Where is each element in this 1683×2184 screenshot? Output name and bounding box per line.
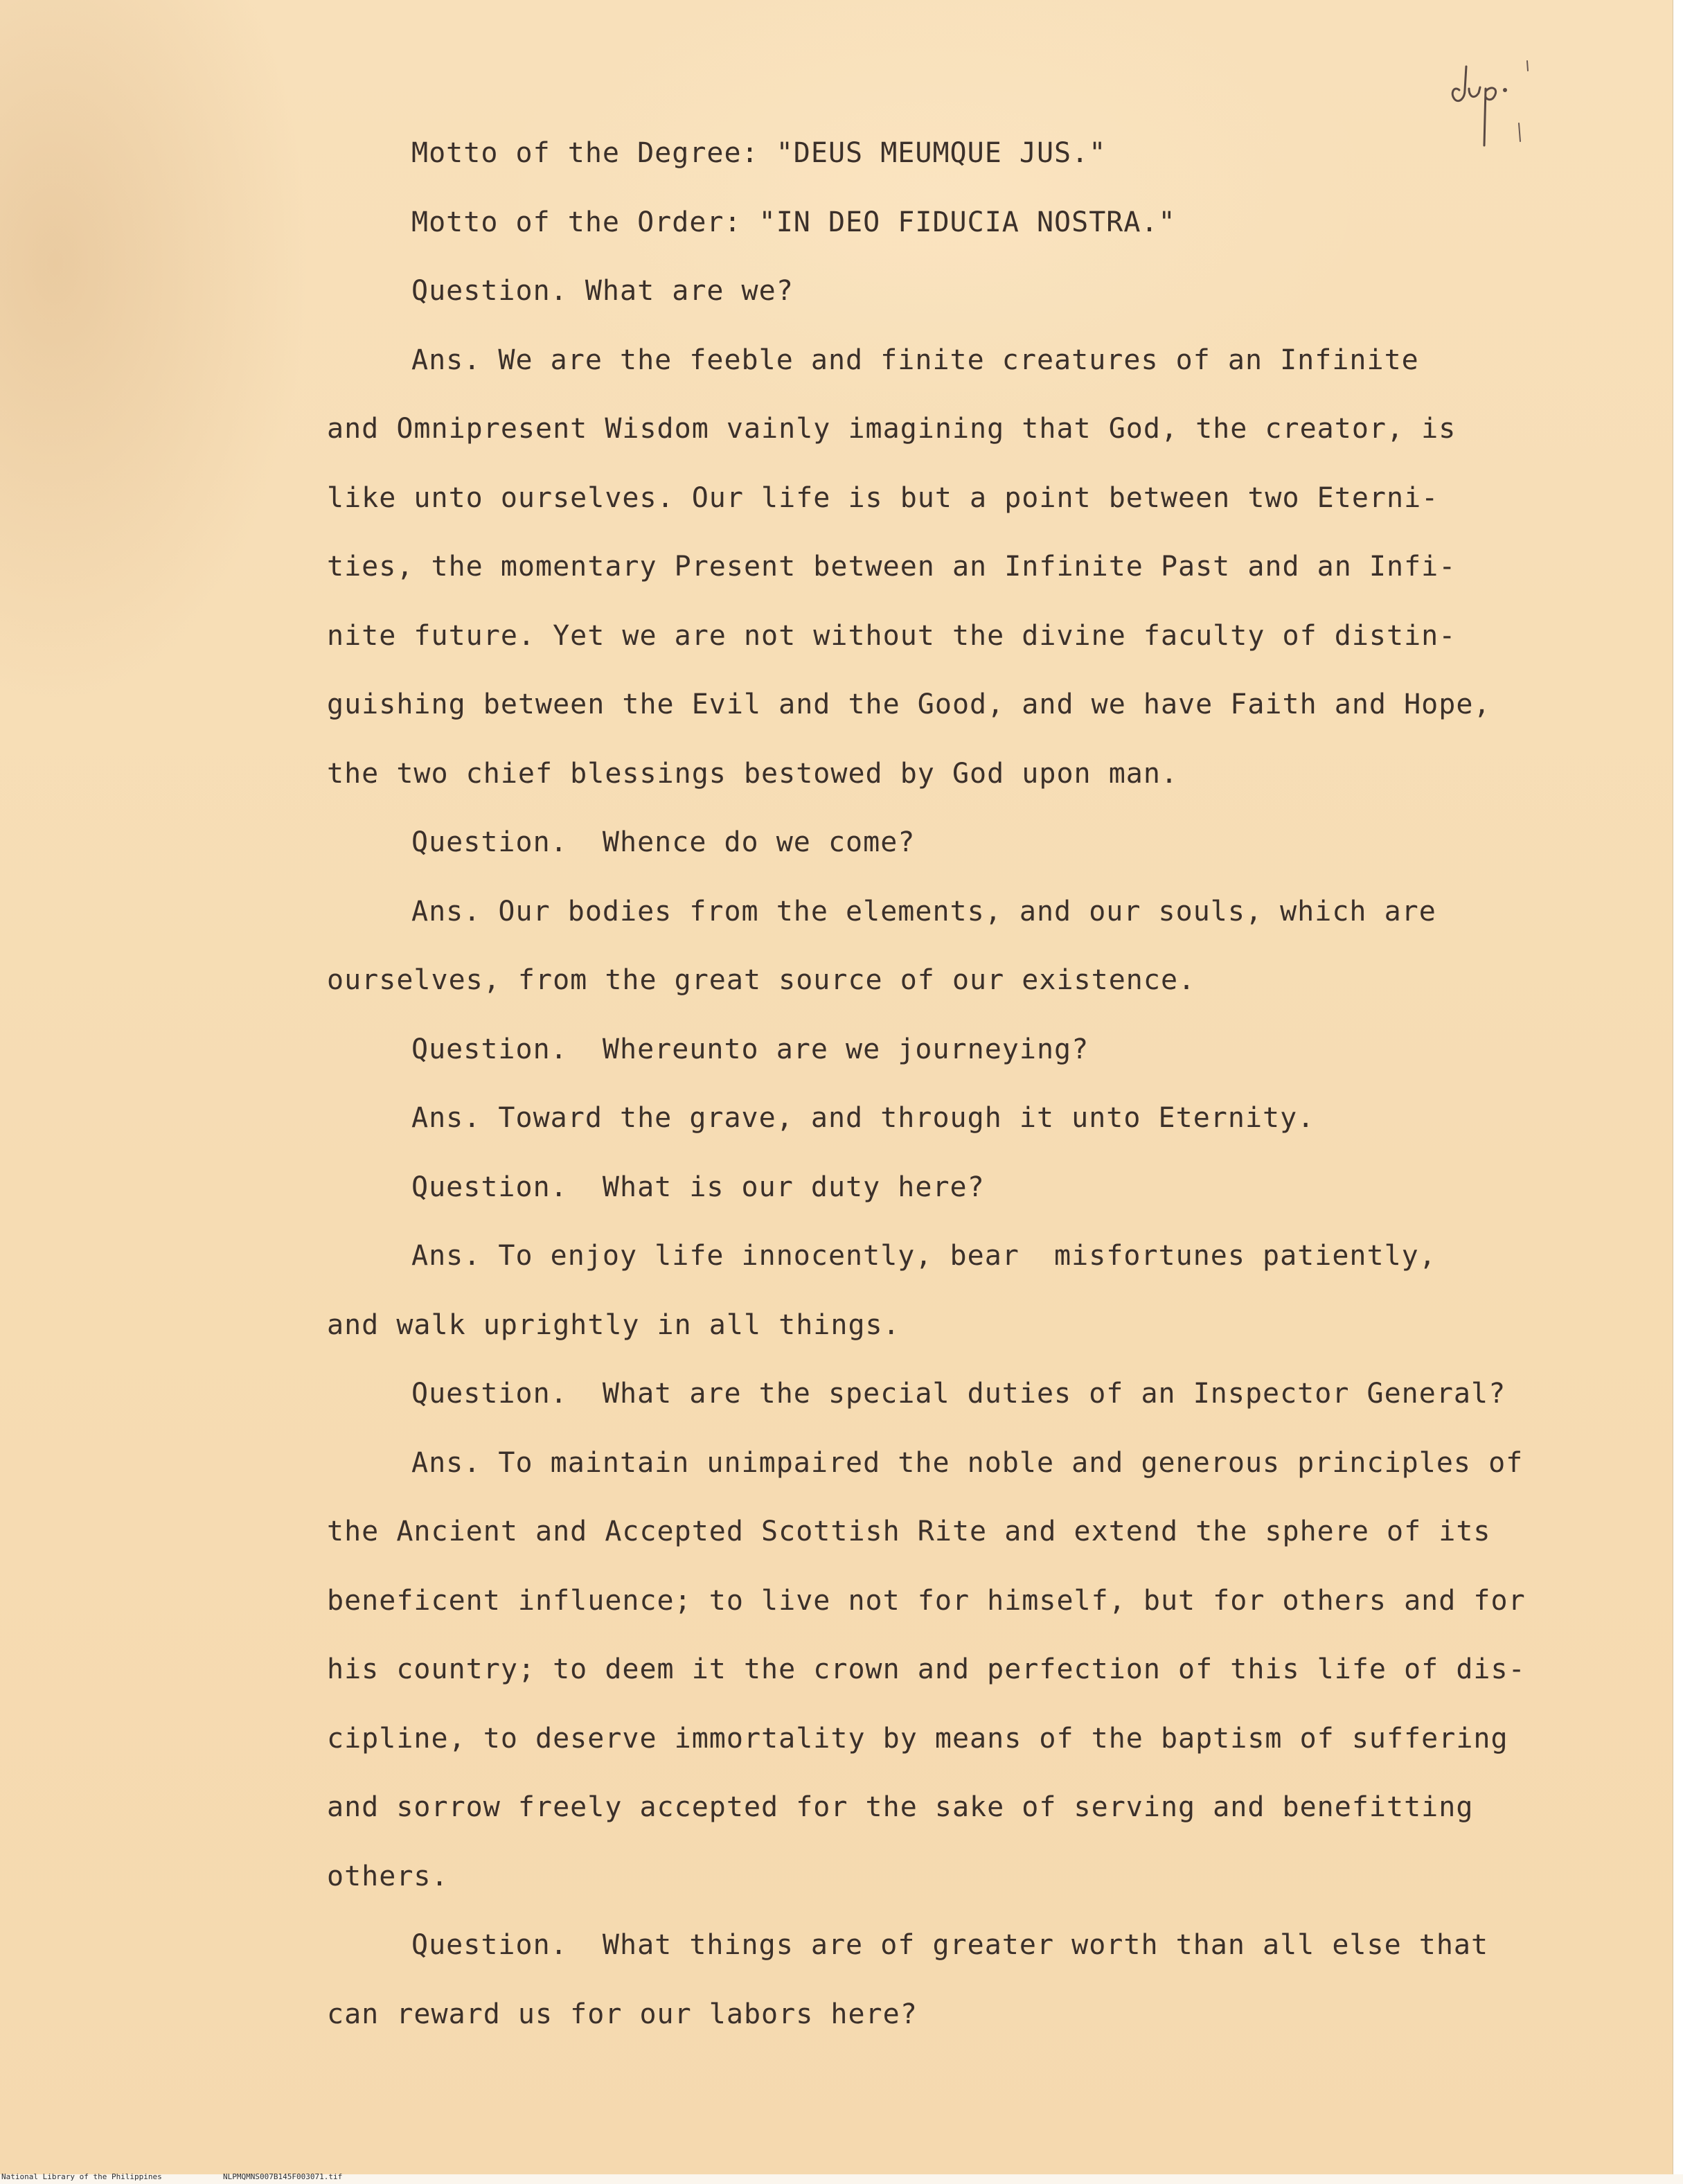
footer-filename: NLPMQMNS007B145F003071.tif: [223, 2172, 343, 2181]
text-line: Question. Whereunto are we journeying?: [411, 1033, 1089, 1065]
text-line: Motto of the Degree: "DEUS MEUMQUE JUS.": [411, 137, 1107, 169]
text-line: and Omnipresent Wisdom vainly imagining that God, the creator, is: [327, 413, 1457, 445]
text-line: Ans. We are the feeble and finite creatures of an Infinite: [411, 344, 1419, 376]
text-line: Question. Whence do we come?: [411, 826, 916, 858]
text-line: nite future. Yet we are not without the divine faculty of distin-: [327, 619, 1457, 652]
text-line: Motto of the Order: "IN DEO FIDUCIA NOSTRA.": [411, 206, 1176, 238]
text-line: Question. What are the special duties of an Inspector General?: [411, 1378, 1506, 1410]
text-line: Question. What are we?: [411, 275, 794, 307]
text-line: Ans. To maintain unimpaired the noble and generous principles of: [411, 1446, 1524, 1479]
text-line: guishing between the Evil and the Good, and we have Faith and Hope,: [327, 689, 1491, 720]
text-line: Question. What things are of greater worth than all else that: [411, 1929, 1489, 1961]
footer-institution: National Library of the Philippines: [1, 2172, 162, 2181]
text-line: like unto ourselves. Our life is but a point between two Eterni-: [327, 481, 1439, 514]
text-line: cipline, to deserve immortality by means of the baptism of suffering: [327, 1722, 1508, 1755]
text-line: Ans. Toward the grave, and through it unto Eternity.: [411, 1102, 1315, 1134]
typed-body-text: [327, 129, 1546, 2059]
text-line: Question. What is our duty here?: [411, 1171, 985, 1203]
text-line: others.: [327, 1860, 449, 1892]
text-line: his country; to deem it the crown and perfection of this life of dis-: [327, 1653, 1526, 1685]
text-line: ourselves, from the great source of our existence.: [327, 964, 1196, 996]
text-line: Ans. Our bodies from the elements, and our souls, which are: [411, 895, 1436, 927]
text-line: can reward us for our labors here?: [327, 1998, 918, 2030]
text-line: and sorrow freely accepted for the sake of serving and benefitting: [327, 1791, 1474, 1823]
page-right-edge: [1673, 0, 1683, 2184]
text-line: beneficent influence; to live not for himself, but for others and for: [327, 1584, 1526, 1617]
text-line: Ans. To enjoy life innocently, bear misfortunes patiently,: [411, 1240, 1436, 1272]
text-line: ties, the momentary Present between an Infinite Past and an Infi-: [327, 551, 1457, 583]
text-line: the two chief blessings bestowed by God upon man.: [327, 757, 1179, 790]
text-line: and walk uprightly in all things.: [327, 1308, 900, 1341]
text-line: the Ancient and Accepted Scottish Rite and extend the sphere of its: [327, 1516, 1491, 1547]
